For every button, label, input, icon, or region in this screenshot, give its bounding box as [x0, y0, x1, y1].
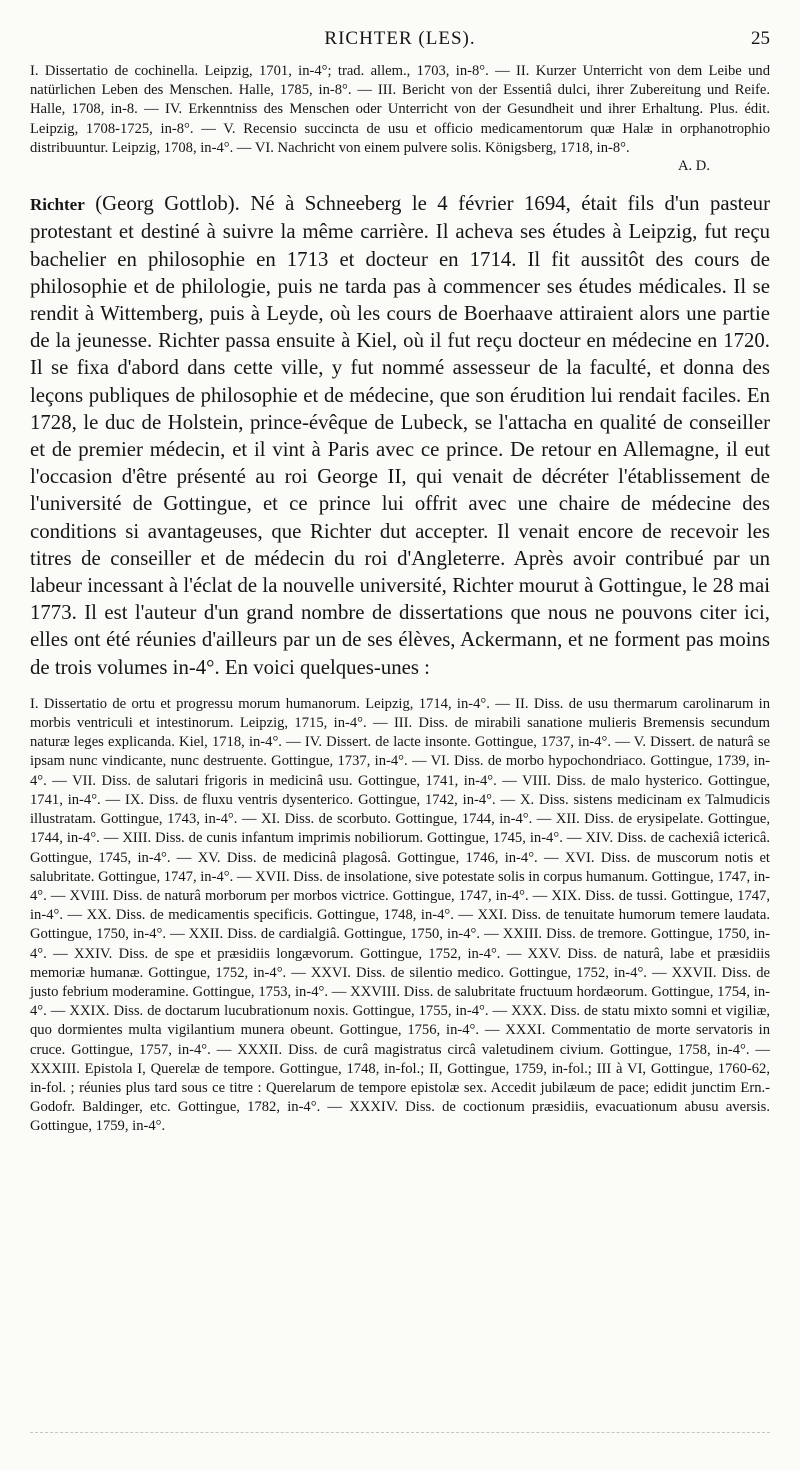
works-list: [30, 695, 770, 1137]
page: [30, 28, 770, 1137]
entry-headword: Richter: [30, 195, 85, 215]
biography-entry: [30, 190, 770, 681]
footer-rule: [30, 1432, 770, 1433]
previous-entry-works: I. Dissertatio de cochinella. Leipzig, 1701, in-4°; trad. allem., 1703, in-8°. — II. Kurzer Unterricht von dem Leibe und natürlichen Leben des Menschen. Halle, 1785, in-8°. — III. Bericht von der Essentiâ dulci, ihrer Zubereitung und Reife. Halle, 1708, in-8. — IV. Erkenntniss des Menschen oder Unterricht von der Gesundheit und ihrer Erhaltung. Plus. édit. Leipzig, 1708-1725, in-8°. — V. Recensio succincta de usu et officio medicamentorum quæ Halæ in orphanotrophio distribuuntur. Leipzig, 1708, in-4°. — VI. Nachricht von einem pulvere solis. Königsberg, 1718, in-8°.: [30, 63, 770, 156]
entry-given-names: (Georg Gottlob).: [95, 192, 240, 216]
running-head: RICHTER (LES).: [324, 28, 476, 49]
biography-paragraph: [30, 190, 770, 681]
author-signature: A. D.: [677, 158, 710, 175]
previous-entry-bibliography: [30, 62, 770, 176]
works-text: I. Dissertatio de ortu et progressu morum humanorum. Leipzig, 1714, in-4°. — II. Diss. de usu thermarum carolinarum in morbis ventriculi et intestinorum. Leipzig, 1715, in-4°. — III. Diss. de mirabili sanatione mulieris Bremensis secundum naturæ leges explicanda. Kiel, 1718, in-4°. — IV. Dissert. de lacte insonte. Gottingue, 1737, in-4°. — V. Dissert. de naturâ se ipsam nunc vindicante, nunc destruente. Gottingue, 1737, in-4°. — VI. Diss. de morbo hypochondriaco. Gottingue, 1739, in-4°. — VII. Diss. de salutari frigoris in medicinâ usu. Gottingue, 1741, in-4°. — VIII. Diss. de malo hysterico. Gottingue, 1741, in-4°. — IX. Diss. de fluxu ventris dysenterico. Gottingue, 1742, in-4°. — X. Diss. sistens medicinam ex Talmudicis illustratam. Gottingue, 1743, in-4°. — XI. Diss. de scorbuto. Gottingue, 1744, in-4°. — XII. Diss. de erysipelate. Gottingue, 1744, in-4°. — XIII. Diss. de cunis infantum imprimis nobiliorum. Gottingue, 1745, in-4°. — XIV. Diss. de cachexiâ ictericâ. Gottingue, 1745, in-4°. — XV. Diss. de medicinâ plagosâ. Gottingue, 1746, in-4°. — XVI. Diss. de muscorum notis et salubritate. Gottingue, 1747, in-4°. — XVII. Diss. de insolatione, sive potestate solis in corpus humanum. Gottingue, 1747, in-4°. — XVIII. Diss. de naturâ morborum per morbos victrice. Gottingue, 1747, in-4°. — XIX. Diss. de tussi. Gottingue, 1747, in-4°. — XX. Diss. de medicamentis specificis. Gottingue, 1748, in-4°. — XXI. Diss. de tenuitate humorum temere laudata. Gottingue, 1750, in-4°. — XXII. Diss. de cardialgiâ. Gottingue, 1750, in-4°. — XXIII. Diss. de tremore. Gottingue, 1750, in-4°. — XXIV. Diss. de spe et præsidiis longævorum. Gottingue, 1752, in-4°. — XXV. Diss. de naturâ, labe et præsidiis memoriæ humanæ. Gottingue, 1752, in-4°. — XXVI. Diss. de silentio medico. Gottingue, 1752, in-4°. — XXVII. Diss. de justo febrium moderamine. Gottingue, 1753, in-4°. — XXVIII. Diss. de salubritate fructuum hordæorum. Gottingue, 1754, in-4°. — XXIX. Diss. de doctarum lucubrationum noxis. Gottingue, 1755, in-4°. — XXX. Diss. de statu mixto somni et vigiliæ, quo dormientes multa vigilantium munera obeunt. Gottingue, 1756, in-4°. — XXXI. Commentatio de morte servatoris in cruce. Gottingue, 1757, in-4°. — XXXII. Diss. de curâ magistratus circâ valetudinem civium. Gottingue, 1758, in-4°. — XXXIII. Epistola I, Querelæ de tempore. Gottingue, 1748, in-fol.; II, Gottingue, 1759, in-fol.; III à VI, Gottingue, 1760-62, in-fol. ; réunies plus tard sous ce titre : Querelarum de tempore epistolæ sex. Accedit jubilæum de pace; edidit junctim Ern.-Godofr. Baldinger, etc. Gottingue, 1782, in-4°. — XXXIV. Diss. de coctionum præsidiis, evacuationum abusu aversis. Gottingue, 1759, in-4°.: [30, 695, 770, 1135]
page-header: [30, 28, 770, 62]
entry-body: Né à Schneeberg le 4 février 1694, était fils d'un pasteur protestant et destiné à suivre la même carrière. Il acheva ses études à Leipzig, fut reçu bachelier en philosophie en 1713 et docteur en 1714. Il fit aussitôt des cours de philosophie et de philologie, puis ne tarda pas à commencer ses études médicales. Il se rendit à Wittemberg, puis à Leyde, où les cours de Boerhaave attiraient alors une partie de la jeunesse. Richter passa ensuite à Kiel, où il fut reçu docteur en médecine en 1720. Il se fixa d'abord dans cette ville, y fut nommé assesseur de la faculté, et donna des leçons publiques de philosophie et de médecine, que son érudition lui rendait faciles. En 1728, le duc de Holstein, prince-évêque de Lubeck, se l'attacha en qualité de conseiller et de premier médecin, et il vint à Paris avec ce prince. De retour en Allemagne, il eut l'occasion d'être présenté au roi George II, qui venait de décréter l'établissement de l'université de Gottingue, et ce prince lui offrit avec une chaire de médecine des conditions si avantageuses, que Richter dut accepter. Il venait encore de recevoir les titres de conseiller et de médecin du roi d'Angleterre. Après avoir contribué par un labeur incessant à l'éclat de la nouvelle université, Richter mourut à Gottingue, le 28 mai 1773. Il est l'auteur d'un grand nombre de dissertations que nous ne pouvons citer ici, elles ont été réunies d'ailleurs par un de ses élèves, Ackermann, et ne forment pas moins de trois volumes in-4°. En voici quelques-unes :: [30, 192, 771, 679]
page-number: 25: [751, 28, 770, 49]
